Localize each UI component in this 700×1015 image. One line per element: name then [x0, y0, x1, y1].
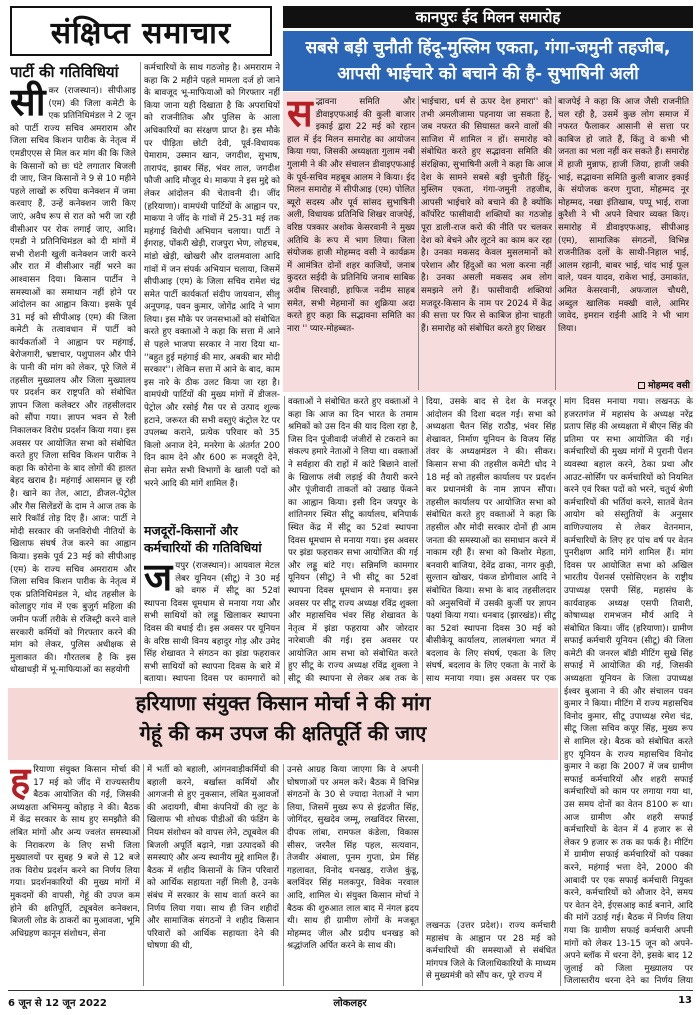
rule	[143, 764, 144, 986]
haryana-dropcap: ह	[10, 764, 31, 803]
kanpur-col-2	[421, 96, 552, 390]
kanpur-headline-line2: आपसी भाईचारे को बचाने की है- सुभाषिनी अली	[337, 64, 639, 84]
right-col-c-text: दिया, उसके बाद से देश के मजदूर आंदोलन की दिशा बदल गई। सभा को अध्यक्षता चैतन सिंह राठौड़, भंवर सिंह शेखावत, निर्माण यूनियन के विजय सिंह तंवर के अध्यक्षमंडल ने की। सीकर। किसान सभा की तहसील कमेटी धोद ने 18 मई को तहसील कार्यालय पर प्रदर्शन कर प्रधानमंत्री के नाम ज्ञापन सौंपा। तहसील कार्यालय पर आयोजित सभा को संबोधित करते हुए वक्ताओं ने कहा कि तहसील और मोदी सरकार दोनों ही आम जनता की समस्याओं का समाधान करने में नाकाम रही हैं। सभा को किशोर मेहता, बनवारी बाजिया, देवेंद्र ढाका, नागर कुड़ी, सुल्तान खोखर, पंकज डोगीवाल आदि ने संबोधित किया। सभा के बाद तहसीलदार को अनुसचिवों में उसकी कुर्जी पर ज्ञापन पक्ष्यां किया गया। धनबाद (झारखंड)। सीटू का 52वां स्थापना दिवस 30 मई को बीसीकेयू कार्यालय, लालबंगला भगत में बदलाव के लिए संघर्ष, एकता के लिए संघर्ष, बदलाव के लिए एकता के नारों के साथ मनाया गया। इस अवसर पर एक	[426, 397, 556, 684]
haryana-headline-box	[8, 688, 558, 760]
kanpur-col-1-text: द्भावना समिति और डीवाइएफआई की कुली बाजार इकाई द्वारा 22 मई को रहान हाल में ईद मिलन समारोह का आयोजन किया गया, जिसकी अध्यक्षता गुलाम नबी गुलामी ने की और संचालन डीवाइएफआई के पूर्व-सचिव महबूब आलम ने किया। ईद मिलन समारोह में सीपीआइ (एम) पोलित ब्यूरो सदस्य और पूर्व सांसद सुभाषिनी अली, विधायक प्रतिनिधि शिखर वाजपेई, वरिष्ठ पत्रकार अशोक केसरवानी ने मुख्य अतिथि के रूप में भाग लिया। जिला संयोजक हाजी मोहम्मद वसी ने कार्यक्रम में आमंत्रित दोनों शहर काजियों, जनाब कुदरत सईदी के प्रतिनिधि जनाब साबिक अदीब सिरवाही, हाफिज नदीम साहब समेत, सभी मेहमानों का शुक्रिया अदा करते हुए कहा कि सद्भावना समिति का नारा '' प्यार-मोहब्बत-	[287, 97, 415, 334]
haryana-col-1	[10, 764, 140, 986]
party-dropcap: सी	[10, 79, 46, 124]
rule	[283, 764, 284, 986]
kanpur-col-3	[558, 96, 689, 378]
haryana-col-3	[287, 764, 419, 986]
footer-page-number: 13	[678, 995, 692, 1006]
kanpur-col-3-text: बाजपेई ने कहा कि आज जैसी राजनीति चल रही है, उसमें कुछ लोग समाज में नफरत फैलाकर आसानी से सत्ता पर काबिज हो जाते हैं, किंतु वे कभी भी जनता का भला नहीं कर सकते हैं। समारोह में हाजी मुन्नाफ, हाजी जिया, हाजी जकी भाई, सद्भावना समिति कुली बाजार इकाई के संयोजक करण गुप्ता, मोहम्मद नूर मोहम्मद, नखा इंतिखाब, पप्पू भाई, राजा कुरैशी ने भी अपने विचार व्यक्त किए। समारोह में डीवाइएफआइ, सीपीआइ (एम), सामाजिक संगठनों, विभिन्न राजनीतिक दलों के साथी-निहाल भाई, आलम रहानी, बाबर भाई, चांद भाई फूल वाले, पवन यादव, राकेश भाई, उमाकांत, अमित केसरवानी, अफजाल चौधरी, अब्दुल खालिक मक्खी वाले, आमिर जावेद, इमरान राईनी आदि ने भी भाग लिया।	[558, 97, 689, 334]
middle-col-a	[144, 62, 280, 520]
haryana-col-1-text: रियाणा संयुक्त किसान मोर्चा की 17 मई को जींद में राज्यस्तरीय बैठक आयोजित की गई, जिसकी अध्यक्षता अभिमन्यु कोहाड़ ने की। बैठक में केंद्र सरकार के साथ हुए समझौते की लंबित मांगों और अन्य ज्वलंत समस्याओं के निराकरण के लिए सभी जिला मुख्यालयों पर सुबह 9 बजे से 12 बजे तक विरोध प्रदर्शन करने का निर्णय लिया गया। प्रदर्शनकारियों की मुख्य मांगों में मुकदमों की वापसी, गेहूं की उपज कम होने की क्षतिपूर्ति, ट्यूबवेल कनेक्शन, बिजली लोड के ठाकरों का मुआवजा, भूमि अधिग्रहण कानून संशोधन, सेना	[10, 765, 140, 939]
byline-marker-icon	[638, 382, 645, 389]
kanpur-headline-line1: सबसे बड़ी चुनौती हिंदू-मुस्लिम एकता, गंगा-जमुनी तहजीब,	[305, 38, 671, 58]
middle-col-a-text: कर्मचारियों के साथ गठजोड़ है। अमराराम ने कहा कि 2 महीने पहले मामला दर्ज हो जाने के बावजूद भू-माफियाओं को गिरफ्तार नहीं किया जाना यही दिखाता है कि अपराधियों को राजनीतिक और पुलिस के आला अधिकारियों का संरक्षण प्राप्त है। इस मौके पर पीड़िता छोटी देवी, पूर्व-विधायक पेमाराम, उस्मान खान, जगदीश, सुभाष, तारापंद, झाबर सिंह, भंवर लाल, जगदीश फौजी आदि मौजूद थे। माकपा ने इस मुद्दे को लेकर आंदोलन की चेतावनी दी। जींद (हरियाणा)। वामपंथी पार्टियों के आह्वान पर, माकपा ने जींद के गांवों में 25-31 मई तक महंगाई विरोधी अभियान चलाया। पार्टी ने ईगराह, पोंकरी खेड़ी, राजपुरा भेण, लोहचब, मांडो खेड़ी, खोखरी और दालमवाला आदि गांवों में जन संपर्क अभियान चलाया, जिसमें सीपीआइ (एम) के जिला सचिव रामेश चंद्र समेत पार्टी कार्यकर्ता संदीप जायवान, सीलू अनूपगढ़, पवन कुमार, जोगेंद्र आदि ने भाग लिया। इस मौके पर जनसभाओं को संबोधित करते हुए वक्ताओं ने कहा कि सत्ता में आने से पहले भाजपा सरकार ने नारा दिया था- ''बहुत हुई महंगाई की मार, अबकी बार मोदी सरकार''। लेकिन सत्ता में आने के बाद, काम इस नारे के ठीक उलट किया जा रहा है। वामपंथी पार्टियों की मुख्य मांगों में डीजल-पेट्रोल और रसोई गैस पर से उत्पाद शुल्क हटाने, जरूरत की सभी वस्तुएं कंट्रोल रेट पर उपलब्ध कराने, प्रत्येक परिवार को 35 किलो अनाज देने, मनरेगा के अंतर्गत 200 दिन काम देने और 600 रू मजदूरी देने, सेना समेत सभी विभागों के खाली पदों को भरने आदि की मांगें शामिल हैं।	[144, 63, 280, 489]
haryana-col-3-text: उनसे आग्रह किया जाएगा कि वे अपनी घोषणाओं पर अमल करें। बैठक में विभिन्न संगठनों के 30 से ज्यादा नेताओं ने भाग लिया, जिसमें मुख्य रूप से इंद्रजीत सिंह, जोगिंदर, सुखदेव जम्मू, लखविंदर सिरसा, दीपक लांबा, रामफल कंडेला, विकास सीसर, जरनैल सिंह पहल, सत्यवान, तेजवीर अंबाला, पूनम गुप्ता, प्रेम सिंह गहलावत, विनोद धनखड़, राजेश कुंडू, बलविंदर सिंह मलकपुर, विवेक नरवाल आदि, शामिल थे। संयुक्त किसान मोर्चा ने बैठक की शुरुआत लाल बाद में नंगल ह्रदय थी। साथ ही ग्रामीण लोगों के मजबूत मोहम्मद जील और प्रदीप धनखड़ को श्रद्धांजलि अर्पित करने के साथ की।	[287, 765, 419, 952]
middle-col-b	[288, 396, 418, 684]
haryana-col-4	[426, 920, 556, 986]
rule	[422, 764, 423, 986]
rule	[284, 396, 285, 684]
workers-text: यपुर (राजस्थान)। आयवाल मेटल लेबर यूनियन (सीटू) ने 30 मई को वगरु में सीटू का 52वां स्थापना दिवस धूमधाम से मनाया गया और सभी साथियों को लड्डू खिलाकर स्थापना दिवस की बधाई दी। इस अवसर पर यूनियन के वरिष्ठ साथी विनय बहादुर गोड़ और उमेद सिंह शेखावत ने संगठन का झंडा फहराकर सभी साथियों को स्थापना दिवस के बारे में बताया। स्थापना दिवस पर कामगारों को	[144, 561, 280, 684]
right-col-d-text: मांग दिवस मनाया गया। लखनऊ के हजरतगंज में महासंघ के अध्यक्ष नरेंद्र प्रताप सिंह की अध्यक्षता में बीएन सिंह की प्रतिमा पर सभा आयोजित की गई। कर्मचारियों की मुख्य मांगों में पुरानी पेंशन व्यवस्था बहाल करने, ठेका प्रथा और आउट-सोर्सिंग पर कर्मचारियों को नियमित करने एवं रिक्त पदों को भरने, चतुर्थ श्रेणी कर्मचारियों की भर्तियां करने, सातवें वेतन आयोग को संस्तुतियों के अनुसार वाणिज्यालय से लेकर वेतनमान, कर्मचारियों के लिए हर पांच वर्ष पर वेतन पुनरीक्षण आदि मांगें शामिल हैं। मांग दिवस पर आयोजित सभा को अखिल भारतीय पेंशनर्स एसोसिएशन के राष्ट्रीय उपाध्यक्ष एसपी सिंह, महासंघ के कार्यवाहक अध्यक्ष एसपी तिवारी, कोषाध्यक्ष रामभजन मौर्य आदि ने संबोधित किया। जींद (हरियाणा)। ग्रामीण सफाई कर्मचारी यूनियन (सीटू) की जिला कमेटी की जनरल बॉडी मीटिंग सुखे सिंह सफाई में आयोजित की गई, जिसकी अध्यक्षता यूनियन के जिला उपाध्यक्ष ईश्वर बुआना ने की और संचालन पवन कुमार ने किया। मीटिंग में राज्य महासचिव विनोद कुमार, सीटू उपाध्यक्ष रमेश चंद्र, सीटू जिला सचिव कपूर सिंह, मुख्य रूप से शामिल रहे। बैठक को संबोधित करते हुए यूनियन के राज्य महासचिव विनोद कुमार ने कहा कि 2007 में जब ग्रामीण सफाई कर्मचारियों और शहरी सफाई कर्मचारियों को काम पर लगाया गया था, उस समय दोनों का वेतन 8100 रू था। आज ग्रामीण और शहरी सफाई कर्मचारियों के वेतन में 4 हजार रू से लेकर 9 हजार रू तक का फर्क है। मीटिंग में ग्रामीण सफाई कर्मचारियों को पक्का करने, महंगाई भत्ता देने, 2000 की आबादी पर एक सफाई कर्मचारी नियुक्त करने, कर्मचारियों को औजार देने, समय पर वेतन देने, ईएसआइ कार्ड बनाने, आदि की मांगें उठाई गई। बैठक में निर्णय लिया गया कि ग्रामीण सफाई कर्मचारी अपनी मांगों को लेकर 13-15 जून को अपने-अपने ब्लॉक में धरना देंगे, इसके बाद 12 जुलाई को जिला मुख्यालय पर जिलास्तरीय धरना देने का निर्णय लिया	[564, 397, 693, 986]
haryana-col-2	[147, 764, 279, 986]
middle-col-b-text: वक्ताओं ने संबोधित करते हुए वक्ताओं ने कहा कि आज का दिन भारत के तमाम श्रमिकों को उस दिन की याद दिला रहा है, जिस दिन पूंजीवादी जंजीरों से टकराने का संकल्प हमारे नेताओं ने लिया था। वक्ताओं ने सर्वहारा की राहों में कांटे बिछाने वालों के खिलाफ लंबी लड़ाई की तैयारी करने और पूंजीवादी ताकतों को उखाड़ फेंकने का आह्वान किया। इसी दिन जयपुर के शांतिनगर स्थित सीटू कार्यालय, बनिपार्क स्थित केंद्र में सीटू का 52वां स्थापना दिवस धूमधाम से मनाया गया। इस अवसर पर झंडा फहराकर सभा आयोजित की गई और लड्डू बांटे गए। सन्निमणि कामगार यूनियन (सीटू) ने भी सीटू का 52वां स्थापना दिवस धूमधाम से मनाया। इस अवसर पर सीटू राज्य अध्यक्ष रविंद्र शुक्ला और महासचिव भंवर सिंह शेखावत के नेतृत्व में झंडा फहराया और जोरदार नारेबाजी की गई। इस अवसर पर आयोजित आम सभा को संबोधित करते हुए सीटू के राज्य अध्यक्ष रविंद्र शुक्ला ने सीटू की स्थापना से लेकर अब तक के	[288, 397, 418, 684]
kanpur-col-1	[287, 96, 415, 390]
page-footer	[0, 992, 700, 1012]
workers-dropcap: ज	[144, 560, 173, 599]
rule	[422, 396, 423, 684]
masthead-box	[10, 6, 272, 56]
haryana-headline-line2: गेहूं की कम उपज की क्षतिपूर्ति की जाए	[139, 721, 427, 745]
party-activities-col	[10, 62, 136, 684]
footer-paper-name: लोकलहर	[333, 998, 367, 1009]
rule	[555, 96, 556, 390]
workers-heading: मजदूरों-किसानों और कर्मचारियों की गतिविधियां	[144, 523, 262, 555]
kanpur-headline-box	[283, 31, 693, 91]
right-col-d	[564, 396, 693, 986]
kanpur-col-2-text: भाईचारा, धर्म से ऊपर देश हमारा'' को तभी अमलीजामा पहनाया जा सकता है, जब नफरत की सियासत करने वालों की साजिश में शामिल न हों। समारोह को संबोधित करते हुए सद्भावना समिति की संरक्षिका, सुभाषिनी अली ने कहा कि आज देश के सामने सबसे बड़ी चुनौती हिंदू-मुस्लिम एकता, गंगा-जमुनी तहजीब, आपसी भाईचारे को बचाने की है क्योंकि कॉर्पोरेट फासीवादी शक्तियों का गठजोड़ पूरा डाली-राज करो की नीति पर चलकर देश को बेचने और लूटने का काम कर रहा है। उनका मकसद केवल मुसलमानों को परेशान और हिंदुओं का भला करना नहीं है। उनका असली मकसद अब लोग समझने लगे हैं। फासीवादी शक्तियां मजदूर-किसान के नाम पर 2024 में केंद्र की सत्ता पर फिर से काबिज होना चाहती हैं। समारोह को संबोधित करते हुए शिखर	[421, 97, 552, 334]
masthead-title: संक्षिप्त समाचार	[50, 15, 232, 51]
rule	[418, 96, 419, 390]
rule	[140, 62, 141, 684]
haryana-col-4-text: लखनऊ (उत्तर प्रदेश)। राज्य कर्मचारी महासंघ के आह्वान पर 28 मई को कर्मचारियों की समस्याओं से संबंधित मांगपत्र जिले के जिलाधिकारियों के माध्यम से मुख्यमंत्री को सौंप कर, पूरे राज्य में	[426, 921, 556, 982]
haryana-headline-line1: हरियाणा संयुक्त किसान मोर्चा ने की मांग	[135, 691, 431, 715]
workers-col	[144, 560, 280, 684]
haryana-col-2-text: में भर्ती को बहाली, आंगनवाड़ीकर्मियों की बहाली करने, बर्खास्त कर्मियों और आगजनी से हुए नुकसान, लंबित मुआवजों की अदायगी, बीमा कंपनियों की लूट के खिलाफ भी शोधक पीडीओं की फंडिंग के नियम संशोधन को वापस लेने, ट्यूबवेल की बिजली अपूर्ति बढ़ाने, गन्ना उत्पादकों की समस्याएं और अन्य स्थानीय मुद्दे शामिल हैं। बैठक में शहीद किसानों के जिन परिवारों को आर्थिक सहायता नहीं मिली है, उनके संबंध में सरकार के साथ वार्ता करने का निर्णय लिया गया। साथ ही जिन शहीदों और सामाजिक संगठनों ने शहीद किसान परिवारों को आर्थिक सहायता देने की घोषणा की थी,	[147, 765, 279, 952]
kanpur-banner: कानपुरः ईद मिलन समारोह	[283, 6, 693, 28]
party-activities-text: कर (राजस्थान)। सीपीआइ (एम) की जिला कमेटी के एक प्रतिनिधिमंडल ने 2 जून को पार्टी राज्य सचिव अमराराम और जिला सचिव किशन पारीक के नेतृत्व में एमडीएएस से मिल कर मांग की कि जिले के किसानों को छः घंटे लगातार बिजली दी जाए, जिन किसानों ने 9 से 10 महीने पहले लाखों रू रुपिया कनेक्शन में जमा करवाए हैं, उन्हें कनेक्शन जारी किए जाएं, अवैध रूप से रात को भरी जा रही वीसीआर पर रोक लगाई जाए, आदि। एमडी ने प्रतिनिधिमंडल को दी मांगों में सभी रोशनी खुली कनेक्शन जारी करने और रात में वीसीआर नहीं भरने का आश्वासन दिया। किसान पार्टीन ने समस्याओं का समाधान नहीं होने पर आंदोलन का आह्वान किया। इसके पूर्व 31 मई को सीपीआइ (एम) की जिला कमेटी के तत्वावधान में पार्टी को कार्यकर्ताओं ने आह्वान पर महंगाई, बेरोजगारी, भ्रष्टाचार, पशुपालन और पीने के पानी की मांग को लेकर, पूरे जिले में तहसील मुख्यालय और जिला मुख्यालय पर प्रदर्शन कर राष्ट्रपति को संबोधित ज्ञापन जिला कलेक्टर और तहसीलदार को सौंपा गया। ज्ञापन भवन से रैली निकालकर विरोध प्रदर्शन किया गया। इस अवसर पर आयोजित सभा को संबोधित करते हुए जिला सचिव किशन पारीक ने कहा कि कोरोना के बाद लोगों की हालत बेहद खराब है। महंगाई आसमान छू रही है। खाने का तेल, आटा, डीजल-पेट्रोल और गैस सिलेंडरों के दाम ने आज तक के सारे रिकॉर्ड तोड़ दिए हैं। आज: पार्टी ने मोदी सरकार की जनविरोधी नीतियों के खिलाफ संघर्ष तेज करने का आह्वान किया। इसके पूर्व 23 मई को सीपीआइ (एम) के राज्य सचिव अमराराम और जिला सचिव किशन पारीक के नेतृत्व में एक प्रतिनिधिमंडल ने, थोद तहसील के कोलाहुए गांव में एक बुजुर्ग महिला की जमीन फर्जी तरीके से रजिस्ट्री करने वाले सरकारी कर्मियों को गिरफ्तार करने की मांग को लेकर, पुलिस अधीक्षक से मुलाकात की। गौरतलब है कि इस धोखाधड़ी में भू-माफियाओं का सहयोगी	[10, 86, 136, 676]
kanpur-dropcap: स	[287, 96, 313, 135]
kanpur-byline: मोहम्मद वसी	[600, 378, 690, 391]
right-col-c	[426, 396, 556, 684]
party-activities-heading: पार्टी की गतिविधियां	[10, 63, 119, 81]
rule	[560, 396, 561, 986]
footer-date: 6 जून से 12 जून 2022	[8, 998, 107, 1009]
footer-rule	[8, 990, 693, 991]
